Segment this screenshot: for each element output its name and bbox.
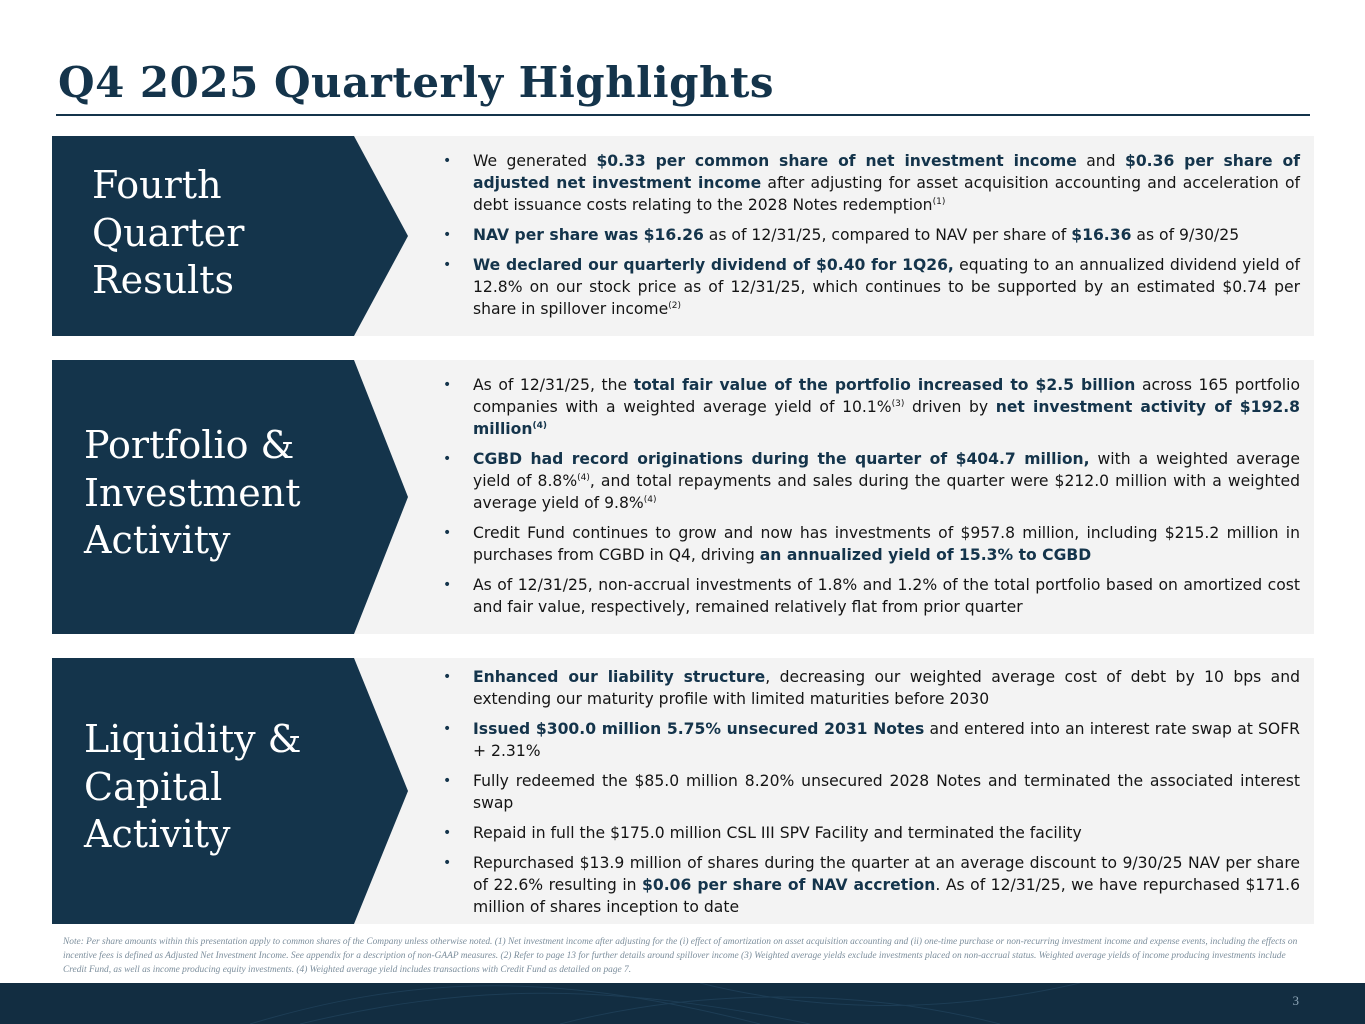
page-title: Q4 2025 Quarterly Highlights	[58, 58, 775, 107]
section-label-line: Portfolio &	[84, 423, 295, 467]
section-label-line: Activity	[84, 518, 231, 562]
section-label	[92, 162, 244, 305]
bullet-item: • NAV per share was $16.26 as of 12/31/25, compared to NAV per share of $16.36 as of 9/30/25	[440, 224, 1300, 246]
section-label	[84, 716, 301, 859]
footer-band	[0, 983, 1365, 1024]
bullet-item: • Repurchased $13.9 million of shares during the quarter at an average discount to 9/30/25 NAV per share of 22.6% resulting in $0.06 per share of NAV accretion. As of 12/31/25, we have repurchased $171.6 million of shares inception to date	[440, 852, 1300, 918]
section-label-line: Liquidity &	[84, 717, 302, 761]
bullet-item: • We declared our quarterly dividend of $0.40 for 1Q26, equating to an annualized dividend yield of 12.8% on our stock price as of 12/31/25, which continues to be supported by an estimated $0.74 per share in spillover income$^{(2)}$	[440, 254, 1300, 320]
section-label	[84, 422, 300, 565]
section-label-line: Capital	[84, 764, 223, 809]
bullet-item: • Issued $300.0 million 5.75% unsecured 2031 Notes and entered into an interest rate swap at SOFR + 2.31%	[440, 718, 1300, 762]
section-label-line: Results	[92, 258, 234, 302]
bullet-item: • As of 12/31/25, non-accrual investments of 1.8% and 1.2% of the total portfolio based on amortized cost and fair value, respectively, remained relatively flat from prior quarter	[440, 574, 1300, 618]
section-label-line: Fourth	[92, 163, 222, 207]
section-label-line: Activity	[84, 812, 231, 856]
bullet-item: • Repaid in full the $175.0 million CSL III SPV Facility and terminated the facility	[440, 822, 1300, 844]
bullet-item: • Fully redeemed the $85.0 million 8.20% unsecured 2028 Notes and terminated the associated interest swap	[440, 770, 1300, 814]
bullet-item: • Enhanced our liability structure, decreasing our weighted average cost of debt by 10 bps and extending our maturity profile with limited maturities before 2030	[440, 666, 1300, 710]
bullet-list	[440, 150, 1300, 328]
bullet-item: • Credit Fund continues to grow and now has investments of $957.8 million, including $215.2 million in purchases from CGBD in Q4, driving an annualized yield of 15.3% to CGBD	[440, 522, 1300, 566]
section-liquidity-capital-activity	[52, 658, 1314, 924]
footnote: Note: Per share amounts within this presentation apply to common shares of the Company unless otherwise noted. (1) Net investment income after adjusting for the (i) effect of amortization on asset acquisition accounting and (ii) one-time purchase or non-recurring investment income and expense events, including the effects on incentive fees is defined as Adjusted Net Investment Income. See appendix for a description of non-GAAP measures. (2) Refer to page 13 for further details around spillover income (3) Weighted average yields exclude investments placed on non-accrual status. Weighted average yields of income producing investments include Credit Fund, as well as income producing equity investments. (4) Weighted average yield includes transactions with Credit Fund as detailed on page 7.	[63, 937, 1298, 975]
section-label-line: Investment	[84, 470, 301, 515]
bullet-item: • CGBD had record originations during the quarter of $404.7 million, with a weighted average yield of 8.8%$^{(4)}$, and total repayments and sales during the quarter were $212.0 million with a weighted average yield of 9.8%$^{(4)}$	[440, 448, 1300, 514]
title-divider	[56, 114, 1310, 116]
section-portfolio-investment-activity	[52, 360, 1314, 634]
bullet-item: • We generated $0.33 per common share of net investment income and $0.36 per share of adjusted net investment income after adjusting for asset acquisition accounting and acceleration of debt issuance costs relating to the 2028 Notes redemption$^{(1)}$	[440, 150, 1300, 216]
bullet-list	[440, 374, 1300, 626]
section-fourth-quarter-results	[52, 136, 1314, 336]
bullet-item: • As of 12/31/25, the total fair value of the portfolio increased to $2.5 billion across 165 portfolio companies with a weighted average yield of 10.1%$^{(3)}$ driven by net investment activity of $192.8 million$^{(4)}$	[440, 374, 1300, 440]
bullet-list	[440, 666, 1300, 926]
section-label-line: Quarter	[92, 210, 245, 255]
page-number: 3	[1292, 993, 1299, 1008]
